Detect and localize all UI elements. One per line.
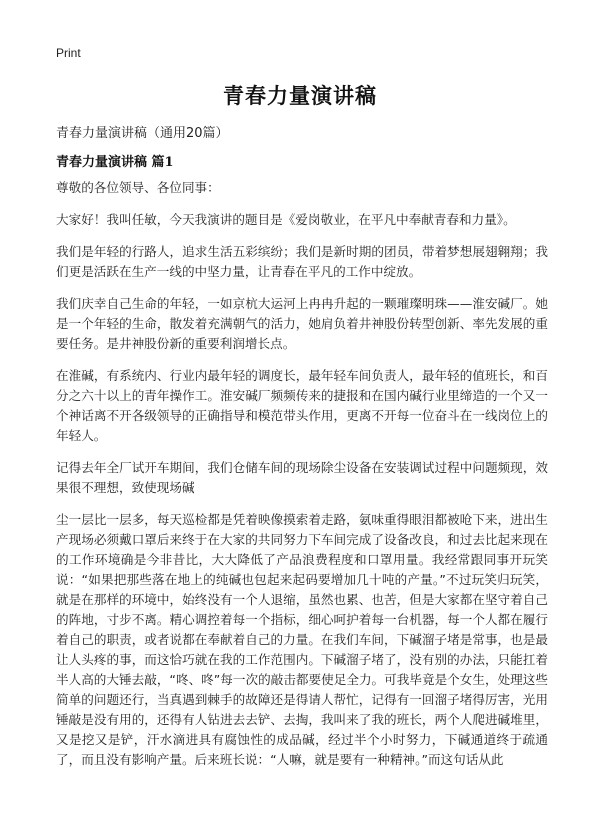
intro-paragraph: 大家好！我叫任敏，今天我演讲的题目是《爱岗敬业，在平凡中奉献青春和力量》。 xyxy=(56,212,516,227)
body-paragraph: 尘一层比一层多，每天巡检都是凭着映像摸索着走路，氨味重得眼泪都被呛下来，进出生产现场必须戴口罩后来终于在大家的共同努力下车间完成了设备改良，和过去比起来现在的工作环境确是今非昔比，大大降低了产品浪费程度和口罩用量。我经常跟同事开玩笑说：“如果把那些落在地上的纯碱也包起来起码要增加几十吨的产量。”不过玩笑归玩笑，就是在那样的环境中，始终没有一个人退缩，虽然也累、也苦，但是大家都在坚守着自己的阵地，寸步不离。精心调控着每一个指标，细心呵护着每一台机器，每一个人都在履行着自己的职责，或者说都在奉献着自己的力量。在我们车间，下碱溜子堵是常事，也是最让人头疼的事，而这恰巧就在我的工作范围内。下碱溜子堵了，没有别的办法，只能扛着半人高的大锤去敲，“咚、咚”每一次的敲击都要使足全力。可我毕竟是个女生，处理这些简单的问题还行，当真遇到棘手的故障还是得请人帮忙，记得有一回溜子堵得厉害，光用锤敲是没有用的，还得有人钻进去去铲、去掏，我叫来了我的班长，两个人爬进碱堆里，又是挖又是铲，汗水滴进具有腐蚀性的成品碱，经过半个小时努力，下碱通道终于疏通了，而且没有影响产量。后来班长说：“人嘛，就是要有一种精神。”而这句话从此 xyxy=(56,512,548,767)
body-paragraph: 我们庆幸自己生命的年轻，一如京杭大运河上冉冉升起的一颗璀璨明珠——淮安碱厂。她是一个年轻的生命，散发着充满朝气的活力，她肩负着井神股份转型创新、率先发展的重要任务。是井神股份新的重要利润增长点。 xyxy=(56,296,548,351)
body-paragraph: 在淮碱，有系统内、行业内最年轻的调度长，最年轻车间负责人，最年轻的值班长，和百分之六十以上的青年操作工。淮安碱厂频频传来的捷报和在国内碱行业里缔造的一个又一个神话离不开各级领导的正确指导和模范带头作用，更离不开每一位奋斗在一线岗位上的年轻人。 xyxy=(56,368,548,443)
body-paragraph: 记得去年全厂试开车期间，我们仓储车间的现场除尘设备在安装调试过程中问题频现，效果很不理想，致使现场碱 xyxy=(56,460,548,495)
body-paragraph: 我们是年轻的行路人，追求生活五彩缤纷；我们是新时期的团员，带着梦想展翅翱翔；我们更是活跃在生产一线的中坚力量，让青春在平凡的工作中绽放。 xyxy=(56,244,548,279)
document-body xyxy=(56,178,548,782)
salutation-paragraph: 尊敬的各位领导、各位同事： xyxy=(56,180,220,195)
document-subtitle: 青春力量演讲稿（通用20篇） xyxy=(56,126,229,141)
document-title: 青春力量演讲稿 xyxy=(223,84,377,108)
print-label: Print xyxy=(56,46,81,60)
section-heading: 青春力量演讲稿 篇1 xyxy=(56,155,174,170)
